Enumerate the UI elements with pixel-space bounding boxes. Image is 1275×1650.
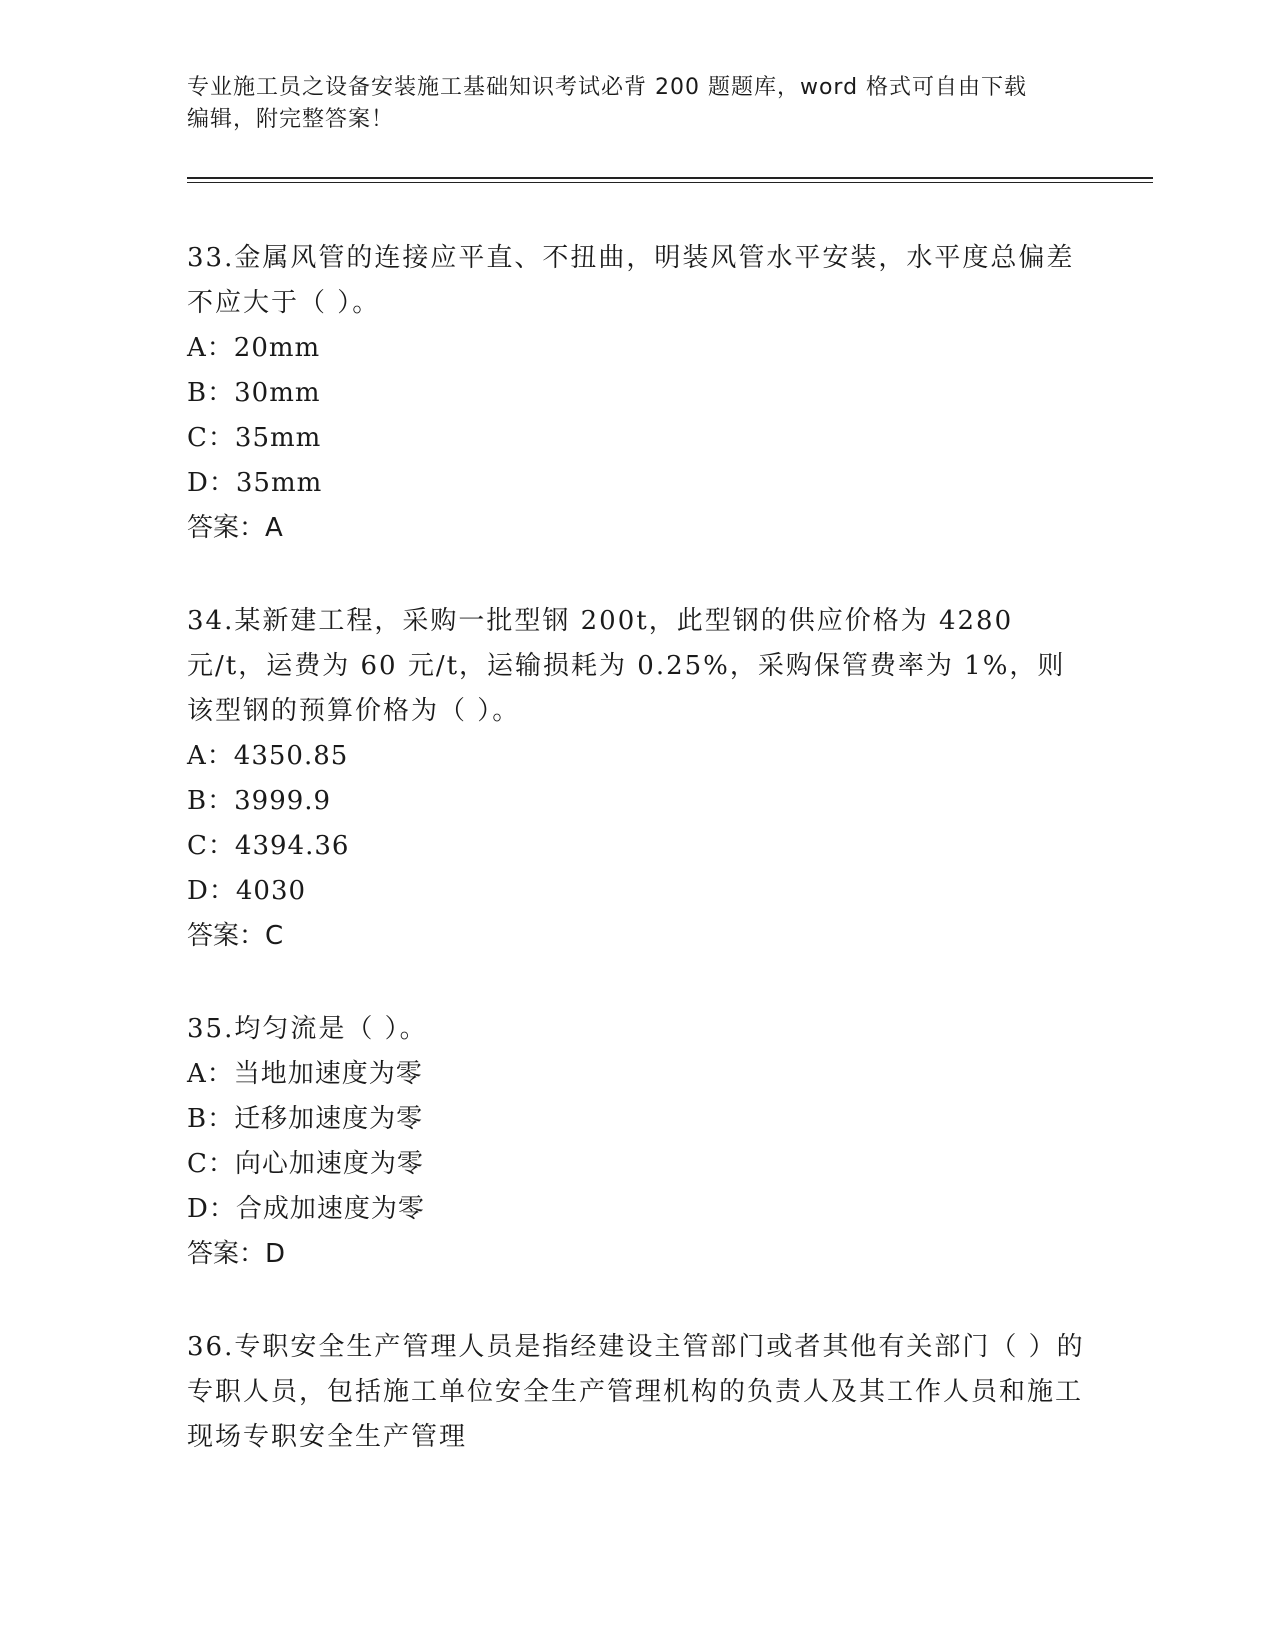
option-key: B： xyxy=(187,1104,235,1134)
option-value: 当地加速度为零 xyxy=(233,1059,423,1089)
option-d xyxy=(187,1187,1087,1232)
option-key: B： xyxy=(187,378,235,408)
option-d xyxy=(187,461,1087,506)
answer-label: 答案：C xyxy=(187,921,284,951)
option-key: C： xyxy=(187,1149,235,1179)
header-divider xyxy=(187,177,1153,179)
option-value: 合成加速度为零 xyxy=(235,1194,425,1224)
question-text: 34.某新建工程，采购一批型钢 200t，此型钢的供应价格为 4280 元/t，运费为 60 元/t，运输损耗为 0.25%，采购保管费率为 1%，则该型钢的预算价格为（ ）。 xyxy=(187,606,1066,726)
option-value: 迁移加速度为零 xyxy=(234,1104,424,1134)
option-key: D： xyxy=(187,876,236,906)
header-title-line-1: 专业施工员之设备安装施工基础知识考试必背 200 题题库，word 格式可自由下载 xyxy=(187,75,1028,100)
option-value: 30mm xyxy=(234,378,321,408)
question-33 xyxy=(187,236,1087,551)
option-c xyxy=(187,824,1087,869)
option-value: 3999.9 xyxy=(234,786,332,816)
option-b xyxy=(187,1097,1087,1142)
option-value: 4350.85 xyxy=(233,741,349,771)
option-b xyxy=(187,371,1087,416)
option-key: A： xyxy=(187,333,234,363)
option-key: C： xyxy=(187,831,235,861)
option-key: D： xyxy=(187,1194,236,1224)
question-35 xyxy=(187,1007,1087,1277)
option-value: 4030 xyxy=(235,876,307,906)
option-d xyxy=(187,869,1087,914)
option-value: 4394.36 xyxy=(234,831,350,861)
option-a xyxy=(187,734,1087,779)
option-b xyxy=(187,779,1087,824)
option-a xyxy=(187,326,1087,371)
document-header xyxy=(187,72,1067,136)
option-key: C： xyxy=(187,423,235,453)
question-34 xyxy=(187,599,1087,959)
option-value: 向心加速度为零 xyxy=(234,1149,424,1179)
option-key: B： xyxy=(187,786,235,816)
option-key: A： xyxy=(187,741,234,771)
option-value: 35mm xyxy=(234,423,322,453)
question-text: 33.金属风管的连接应平直、不扭曲，明装风管水平安装，水平度总偏差不应大于（ ）。 xyxy=(187,243,1075,318)
answer-label: 答案：D xyxy=(187,1239,286,1269)
option-c xyxy=(187,416,1087,461)
question-text: 35.均匀流是（ ）。 xyxy=(187,1014,428,1044)
option-key: D： xyxy=(187,468,236,498)
header-title-line-2: 编辑，附完整答案！ xyxy=(187,107,395,132)
option-value: 35mm xyxy=(235,468,323,498)
question-text: 36.专职安全生产管理人员是指经建设主管部门或者其他有关部门（ ）的专职人员，包括施工单位安全生产管理机构的负责人及其工作人员和施工现场专职安全生产管理 xyxy=(187,1332,1085,1452)
option-key: A： xyxy=(187,1059,234,1089)
header-divider-thin xyxy=(187,182,1153,183)
option-c xyxy=(187,1142,1087,1187)
question-36 xyxy=(187,1325,1087,1460)
option-value: 20mm xyxy=(233,333,321,363)
question-list xyxy=(187,236,1087,1508)
option-a xyxy=(187,1052,1087,1097)
answer-label: 答案：A xyxy=(187,513,283,543)
